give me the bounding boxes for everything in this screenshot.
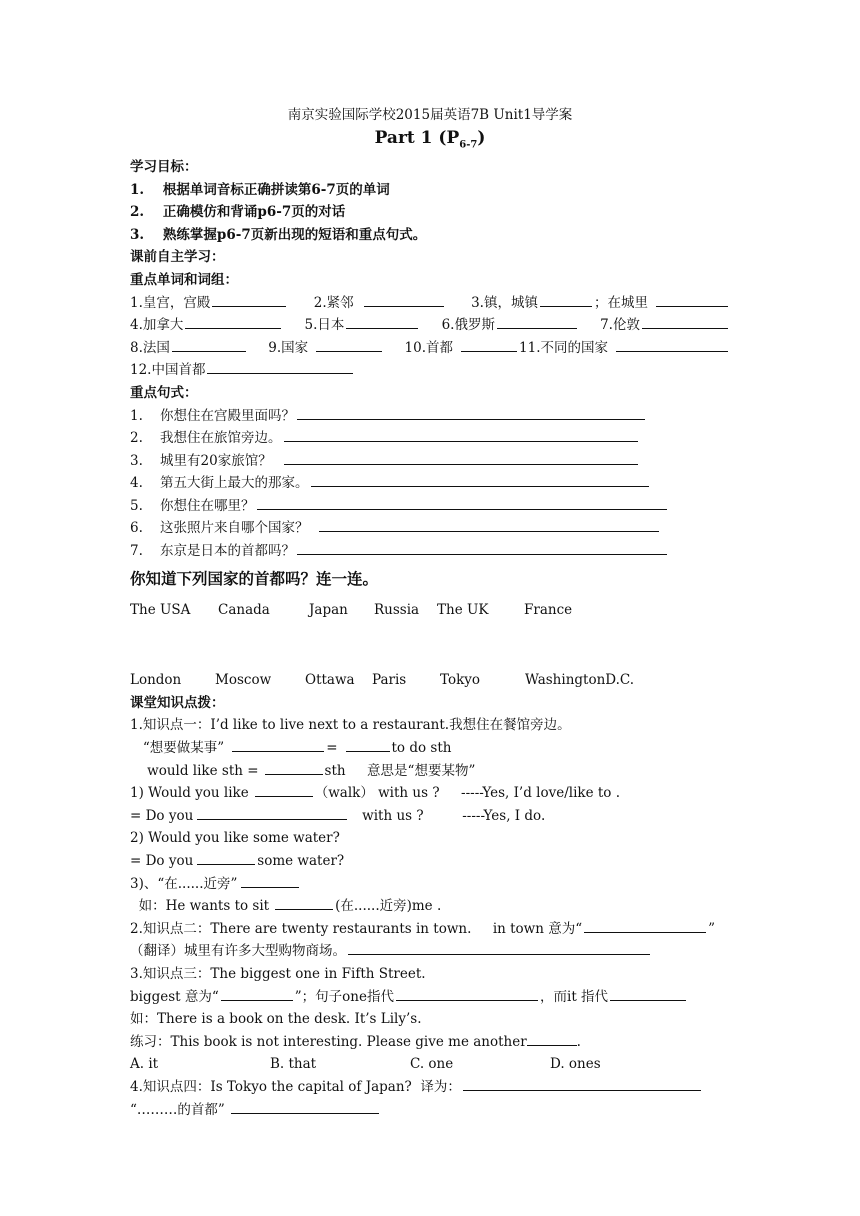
blank-line[interactable] bbox=[346, 314, 418, 329]
blank-line[interactable] bbox=[275, 895, 333, 910]
option-d[interactable]: D. ones bbox=[550, 1056, 601, 1073]
blank-line[interactable] bbox=[172, 337, 246, 352]
capitals-row bbox=[130, 669, 730, 692]
objective-item: 2. 正确模仿和背诵p6-7页的对话 bbox=[130, 204, 346, 221]
blank-line[interactable] bbox=[610, 986, 686, 1001]
sentence-item: 4. 第五大街上最大的那家。 bbox=[130, 472, 730, 495]
objectives-heading: 学习目标： bbox=[130, 158, 198, 175]
objective-item: 3. 熟练掌握p6-7页新出现的短语和重点句式。 bbox=[130, 226, 427, 243]
blank-line[interactable] bbox=[584, 918, 706, 933]
blank-line[interactable] bbox=[316, 337, 382, 352]
blank-line[interactable] bbox=[311, 472, 649, 487]
capital-item[interactable]: London bbox=[130, 672, 182, 689]
blank-line[interactable] bbox=[540, 292, 592, 307]
blank-line[interactable] bbox=[346, 737, 390, 752]
capital-item[interactable]: Moscow bbox=[215, 672, 272, 689]
blank-line[interactable] bbox=[257, 495, 667, 510]
country-item[interactable]: France bbox=[524, 601, 573, 618]
knowledge-line: “想要做某事” = to do sth bbox=[130, 737, 730, 760]
countries-row bbox=[130, 599, 730, 622]
capital-item[interactable]: Ottawa bbox=[305, 672, 355, 689]
sentence-item: 3. 城里有20家旅馆？ bbox=[130, 450, 730, 473]
blank-line[interactable] bbox=[284, 427, 638, 442]
knowledge-line: = Do you some water? bbox=[130, 850, 730, 873]
knowledge-line: 2) Would you like some water? bbox=[130, 830, 340, 847]
option-b[interactable]: B. that bbox=[270, 1056, 317, 1073]
sentence-item: 1. 你想住在宫殿里面吗？ bbox=[130, 405, 730, 428]
school-title: 南京实验国际学校2015届英语7B Unit1导学案 bbox=[287, 107, 573, 123]
knowledge-line: 1) Would you like （walk） with us ? -----Yes, I’d love/like to . bbox=[130, 782, 730, 805]
option-c[interactable]: C. one bbox=[410, 1056, 454, 1073]
word-row: 12.中国首都 bbox=[130, 359, 730, 382]
blank-line[interactable] bbox=[241, 873, 299, 888]
knowledge-line: 如：There is a book on the desk. It’s Lily’s. bbox=[130, 1011, 422, 1028]
knowledge-1-title: 1.知识点一：I’d like to live next to a restaurant.我想住在餐馆旁边。 bbox=[130, 717, 571, 734]
knowledge-3-title: 3.知识点三：The biggest one in Fifth Street. bbox=[130, 965, 426, 982]
part-title: Part 1 $(P_{6-7})$ bbox=[374, 127, 486, 150]
blank-line[interactable] bbox=[497, 314, 577, 329]
blank-line[interactable] bbox=[265, 760, 323, 775]
blank-line[interactable] bbox=[463, 1076, 701, 1091]
words-heading: 重点单词和词组： bbox=[130, 271, 238, 288]
blank-line[interactable] bbox=[231, 1099, 379, 1114]
capital-item[interactable]: Tokyo bbox=[440, 672, 481, 689]
sentences-heading: 重点句式： bbox=[130, 384, 198, 401]
knowledge-line: 如：He wants to sit (在......近旁)me . bbox=[130, 895, 730, 918]
blank-line[interactable] bbox=[348, 940, 650, 955]
capital-item[interactable]: Paris bbox=[372, 672, 407, 689]
blank-line[interactable] bbox=[396, 986, 538, 1001]
country-item[interactable]: Russia bbox=[374, 601, 420, 618]
blank-line[interactable] bbox=[297, 405, 645, 420]
blank-line[interactable] bbox=[656, 292, 728, 307]
knowledge-4: 4.知识点四：Is Tokyo the capital of Japan? 译为： bbox=[130, 1076, 730, 1099]
capital-item[interactable]: WashingtonD.C. bbox=[525, 672, 635, 689]
word-row: 4.加拿大 5.日本 6.俄罗斯 7.伦敦 bbox=[130, 314, 730, 337]
knowledge-line: biggest 意为“ ”；句子one指代 ，而it 指代 bbox=[130, 986, 730, 1009]
blank-line[interactable] bbox=[207, 359, 353, 374]
preview-heading: 课前自主学习： bbox=[130, 249, 225, 266]
sentence-item: 6. 这张照片来自哪个国家？ bbox=[130, 517, 730, 540]
blank-line[interactable] bbox=[197, 850, 255, 865]
blank-line[interactable] bbox=[527, 1031, 577, 1046]
practice-options bbox=[130, 1053, 730, 1076]
knowledge-line: “………的首都” bbox=[130, 1099, 730, 1122]
blank-line[interactable] bbox=[197, 805, 347, 820]
practice-question: 练习：This book is not interesting. Please give me another . bbox=[130, 1031, 730, 1054]
knowledge-line: would like sth = sth 意思是“想要某物” bbox=[130, 760, 730, 783]
sentence-item: 7. 东京是日本的首都吗？ bbox=[130, 540, 730, 563]
option-a[interactable]: A. it bbox=[130, 1056, 159, 1073]
word-row: 1.皇宫，宫殿 2.紧邻 3.镇，城镇 ；在城里 bbox=[130, 292, 730, 315]
objective-item: 1. 根据单词音标正确拼读第6-7页的单词 bbox=[130, 181, 390, 198]
knowledge-line: = Do you with us ? -----Yes, I do. bbox=[130, 805, 730, 828]
blank-line[interactable] bbox=[616, 337, 728, 352]
class-heading: 课堂知识点拨： bbox=[130, 694, 225, 711]
sentence-item: 5. 你想住在哪里？ bbox=[130, 495, 730, 518]
sentence-item: 2. 我想住在旅馆旁边。 bbox=[130, 427, 730, 450]
worksheet-page bbox=[130, 104, 730, 1121]
blank-line[interactable] bbox=[319, 517, 659, 532]
word-row: 8.法国 9.国家 10.首都 11.不同的国家 bbox=[130, 337, 730, 360]
country-item[interactable]: The UK bbox=[437, 601, 489, 618]
knowledge-line: （翻译）城里有许多大型购物商场。 bbox=[130, 940, 730, 963]
blank-line[interactable] bbox=[185, 314, 281, 329]
blank-line[interactable] bbox=[221, 986, 293, 1001]
blank-line[interactable] bbox=[461, 337, 517, 352]
blank-line[interactable] bbox=[255, 782, 313, 797]
country-item[interactable]: Japan bbox=[309, 601, 348, 618]
blank-line[interactable] bbox=[364, 292, 444, 307]
blank-line[interactable] bbox=[642, 314, 728, 329]
blank-line[interactable] bbox=[284, 450, 638, 465]
country-item[interactable]: Canada bbox=[218, 601, 270, 618]
country-item[interactable]: The USA bbox=[130, 601, 191, 618]
blank-line[interactable] bbox=[232, 737, 324, 752]
matching-heading: 你知道下列国家的首都吗？连一连。 bbox=[130, 568, 379, 588]
knowledge-2: 2.知识点二：There are twenty restaurants in town. in town 意为“ ” bbox=[130, 918, 730, 941]
knowledge-line: 3)、“在......近旁” bbox=[130, 873, 730, 896]
blank-line[interactable] bbox=[212, 292, 286, 307]
blank-line[interactable] bbox=[297, 540, 667, 555]
